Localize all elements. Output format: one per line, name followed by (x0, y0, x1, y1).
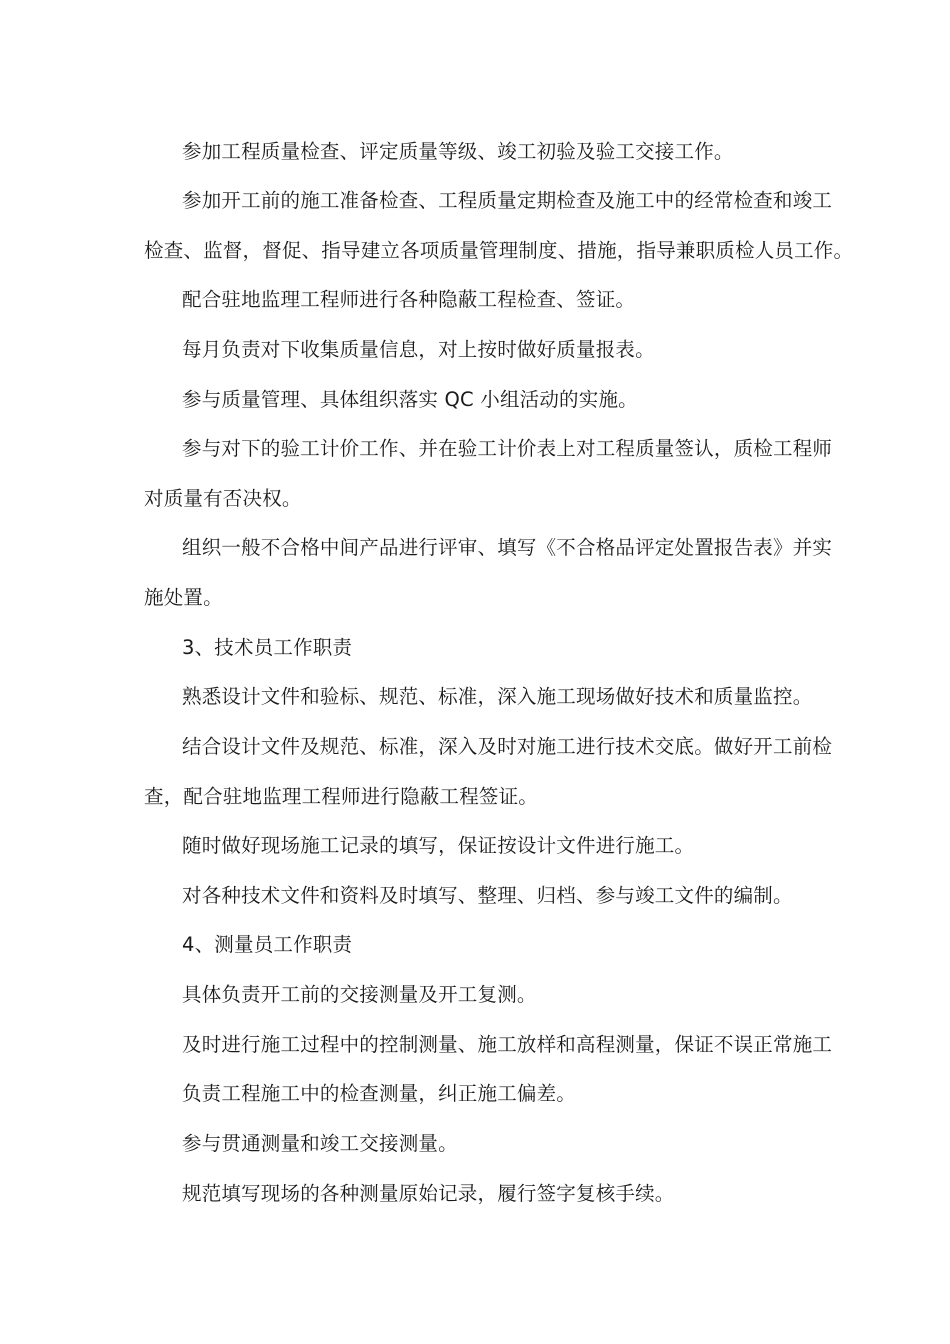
paragraph-line: 参加工程质量检查、评定质量等级、竣工初验及验工交接工作。 (182, 140, 734, 163)
paragraph-line: 组织一般不合格中间产品进行评审、填写《不合格品评定处置报告表》并实 (182, 536, 833, 559)
paragraph-line: 负责工程施工中的检查测量，纠正施工偏差。 (182, 1082, 577, 1105)
paragraph-line: 参与贯通测量和竣工交接测量。 (182, 1132, 458, 1155)
paragraph-line: 对各种技术文件和资料及时填写、整理、归档、参与竣工文件的编制。 (182, 884, 793, 907)
paragraph-line: 熟悉设计文件和验标、规范、标准，深入施工现场做好技术和质量监控。 (182, 685, 813, 708)
paragraph-line: 参与对下的验工计价工作、并在验工计价表上对工程质量签认，质检工程师 (182, 437, 833, 460)
paragraph-line: 查，配合驻地监理工程师进行隐蔽工程签证。 (144, 785, 539, 808)
paragraph-line: 参与质量管理、具体组织落实 QC 小组活动的实施。 (182, 388, 638, 411)
paragraph-line: 随时做好现场施工记录的填写，保证按设计文件进行施工。 (182, 834, 695, 857)
paragraph-line: 结合设计文件及规范、标准，深入及时对施工进行技术交底。做好开工前检 (182, 735, 833, 758)
paragraph-line: 施处置。 (144, 586, 223, 609)
section-heading: 3、技术员工作职责 (182, 636, 353, 659)
paragraph-line: 及时进行施工过程中的控制测量、施工放样和高程测量，保证不误正常施工 (182, 1033, 833, 1056)
paragraph-line: 每月负责对下收集质量信息，对上按时做好质量报表。 (182, 338, 655, 361)
paragraph-line: 规范填写现场的各种测量原始记录，履行签字复核手续。 (182, 1182, 675, 1205)
paragraph-line: 检查、监督，督促、指导建立各项质量管理制度、措施，指导兼职质检人员工作。 (144, 239, 854, 262)
paragraph-line: 配合驻地监理工程师进行各种隐蔽工程检查、签证。 (182, 288, 636, 311)
paragraph-line: 参加开工前的施工准备检查、工程质量定期检查及施工中的经常检查和竣工 (182, 189, 833, 212)
section-heading: 4、测量员工作职责 (182, 933, 353, 956)
paragraph-line: 具体负责开工前的交接测量及开工复测。 (182, 983, 537, 1006)
paragraph-line: 对质量有否决权。 (144, 487, 302, 510)
